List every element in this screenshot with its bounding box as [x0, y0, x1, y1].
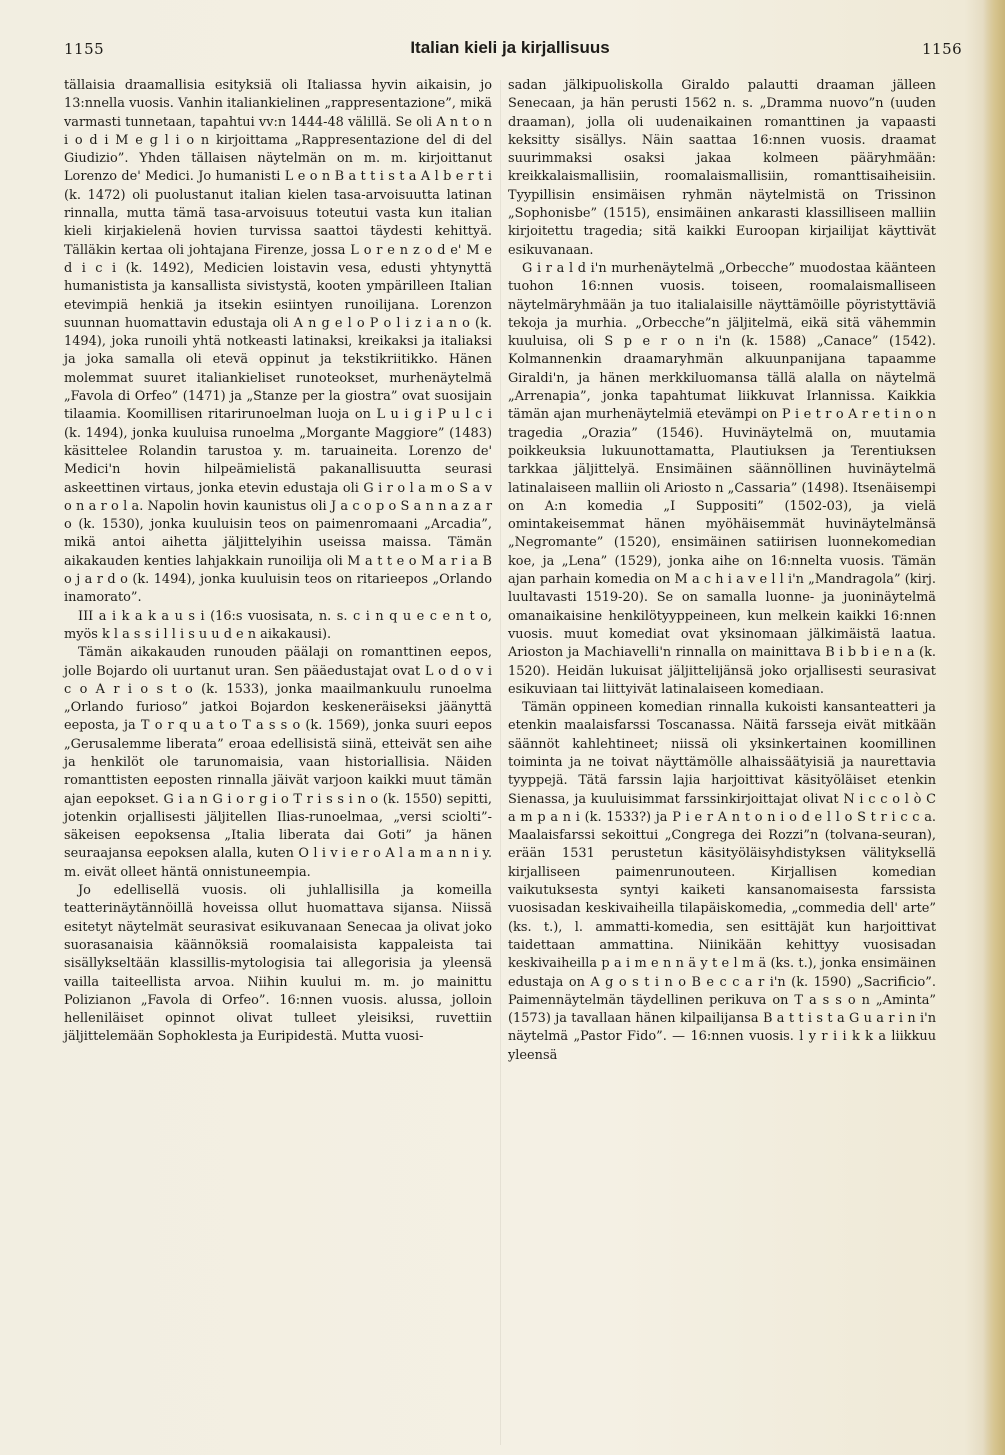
- right-paragraph-2: G i r a l d i'n murhenäytelmä „Orbecche” muodostaa käänteen tuohon 16:nnen vuosis. toiseen, roomalaismalliseen näytelmäryhmään ja tuo italialaisille näyttämöille pöyristyttäviä tekoja ja murhia. „Orbecche”n jäljitelmä, eikä sitä vähemmin kuuluisa, oli S p e r o n i'n (k. 1588) „Canace” (1542). Kolmannenkin draamaryhmän alkuunpanijana tapaamme Giraldi'n, ja hänen merkkiluomansa tällä alalla on näytelmä „Arrenapia”, jonka tapahtumat liikkuvat Irlannissa. Kaikkia tämän ajan murhenäytelmiä etevämpi on P i e t r o A r e t i n o n tragedia „Orazia” (1546). Huvinäytelmä on, muutamia poikkeuksia lukuunottamatta, Plautiuksen ja Terentiuksen tarkkaa jäljittelyä. Ensimäinen säännöllinen huvinäytelmä latinalaiseen malliin oli Ariosto n „Cassaria” (1498). Itsenäisempi on A:n komedia „I Suppositi” (1502-03), ja vielä omintakeisemmat hänen myöhäisemmät huvinäytelmänsä „Negromante” (1520), ensimäinen satiirisen luonnekomedian koe, ja „Lena” (1529), jonka aihe on 16:nnelta vuosis. Tämän ajan parhain komedia on M a c h i a v e l l i'n „Mandragola” (kirj. luultavasti 1519-20). Se on samalla luonne- ja juoninäytelmä omanaikaisine henkilötyyppeineen, kun melkein kaikki 16:nnen vuosis. muut komediat ovat yksinomaan jälkimäistä laatua. Arioston ja Machiavelli'n rinnalla on mainittava B i b b i e n a (k. 1520). Heidän lukuisat jäljittelijänsä joko orjallisesti seurasivat esikuviaan tai liittyivät latinalaiseen komediaan.: [508, 260, 936, 697]
- column-divider: [500, 80, 501, 1445]
- page-header: [0, 40, 1005, 70]
- left-paragraph-4: Jo edellisellä vuosis. oli juhlallisilla ja komeilla teatterinäytännöillä hoveissa ollut huomattava sijansa. Niissä esitetyt näytelmät seurasivat esikuvanaan Senecaa ja olivat joko suorasanaisia käännöksiä roomalaisista kappaleista tai sisällykseltään klassillis-mytologisia tai allegorisia ja yleensä vailla taiteellista arvoa. Niihin kuului m. m. jo mainittu Polizianon „Favola di Orfeo”. 16:nnen vuosis. alussa, jolloin helleniläiset opinnot olivat tulleet yleisiksi, ruvettiin jäljittelemään Sophoklesta ja Euripidestä. Mutta vuosi-: [64, 883, 492, 1045]
- page-number-left: 1155: [64, 40, 105, 58]
- page-number-right: 1156: [922, 40, 963, 58]
- left-paragraph-3: Tämän aikakauden runouden päälaji on romanttinen eepos, jolle Bojardo oli uurtanut uran. Sen pääedustajat ovat L o d o v i c o A r i o s t o (k. 1533), jonka maailmankuulu runoelma „Orlando furioso” jatkoi Bojardon keskeneräiseksi jäänyttä eeposta, ja T o r q u a t o T a s s o (k. 1569), jonka suuri eepos „Gerusalemme liberata” eroaa edellisistä siinä, etteivät sen aihe ja henkilöt ole tarunomaisia, vaan historiallisia. Näiden romanttisten eeposten rinnalla jäivät varjoon kaikki muut tämän ajan eepokset. G i a n G i o r g i o T r i s s i n o (k. 1550) sepitti, jotenkin orjallisesti jäljitellen Ilias-runoelmaa, „versi sciolti”-säkeisen eepoksensa „Italia liberata dai Goti” ja hänen seuraajansa eepoksen alalla, kuten O l i v i e r o A l a m a n n i y. m. eivät olleet häntä onnistuneempia.: [64, 645, 492, 880]
- right-column: [508, 77, 936, 1065]
- left-column: [64, 77, 492, 1047]
- right-paragraph-1: sadan jälkipuoliskolla Giraldo palautti draaman jälleen Senecaan, ja hän perusti 1562 n. s. „Dramma nuovo”n (uuden draaman), jolla oli uudenaikainen romanttinen ja vapaasti keksitty sisällys. Näin saattaa 16:nnen vuosis. draamat suurimmaksi osaksi jakaa kolmeen pääryhmään: kreikkalaismallisiin, roomalaismallisiin, romanttisaiheisiin. Tyypillisin ensimäisen ryhmän näytelmistä on Trissinon „Sophonisbe” (1515), ensimäinen ankarasti klassilliseen malliin kirjoitettu tragedia; sitä kaikki Euroopan kirjailijat käyttivät esikuvanaan.: [508, 78, 936, 258]
- running-title: Italian kieli ja kirjallisuus: [410, 38, 610, 57]
- page-binding-edge: [983, 0, 1005, 1455]
- right-paragraph-3: Tämän oppineen komedian rinnalla kukoisti kansanteatteri ja etenkin maalaisfarssi Toscanassa. Näitä farsseja eivät mitkään säännöt kahlehtineet; niissä oli yksinkertainen koomillinen toiminta ja ne toivat näyttämölle alhaissäätyisiä ja naurettavia tyyppejä. Tätä farssin lajia harjoittivat käsityöläiset etenkin Sienassa, ja kuuluisimmat farssinkirjoittajat olivat N i c c o l ò C a m p a n i (k. 1533?) ja P i e r A n t o n i o d e l l o S t r i c c a. Maalaisfarssi sekoittui „Congrega dei Rozzi”n (tolvana-seuran), erään 1531 perustetun käsityöläisyhdistyksen välityksellä kirjalliseen paimenrunouteen. Kirjallisen komedian vaikutuksesta syntyi kaiketi kansanomaisesta farssista vuosisadan keskivaiheilla tilapäiskomedia, „commedia dell' arte” (ks. t.), l. ammatti-komedia, sen esittäjät kun harjoittivat taidettaan ammattina. Niinikään kehittyy vuosisadan keskivaiheilla p a i m e n n ä y t e l m ä (ks. t.), jonka ensimäinen edustaja on A g o s t i n o B e c c a r i'n (k. 1590) „Sacrificio”. Paimennäytelmän täydellinen perikuva on T a s s o n „Aminta” (1573) ja tavallaan hänen kilpailijansa B a t t i s t a G u a r i n i'n näytelmä „Pastor Fido”. — 16:nnen vuosis. l y r i i k k a liikkuu yleensä: [508, 700, 936, 1063]
- left-paragraph-1: tällaisia draamallisia esityksiä oli Italiassa hyvin aikaisin, jo 13:nnella vuosis. Vanhin italiankielinen „rappresentazione”, mikä varmasti tunnetaan, tapahtui vv:n 1444-48 välillä. Se oli A n t o n i o d i M e g l i o n kirjoittama „Rappresentazione del di del Giudizio”. Yhden tällaisen näytelmän on m. m. kirjoittanut Lorenzo de' Medici. Jo humanisti L e o n B a t t i s t a A l b e r t i (k. 1472) oli puolustanut italian kielen tasa-arvoisuutta latinan rinnalla, mutta tämä tasa-arvoisuus toteutui vasta kun italian kieli kirjakielenä hovien turvissa saattoi täydesti kehittyä. Tälläkin kertaa oli johtajana Firenze, jossa L o r e n z o d e' M e d i c i (k. 1492), Medicien loistavin vesa, edusti yhtynyttä humanistista ja kansallista sivistystä, kooten ympärilleen Italian etevimpiä henkiä ja itsekin esiintyen runoilijana. Lorenzon suunnan huomattavin edustaja oli A n g e l o P o l i z i a n o (k. 1494), joka runoili yhtä notkeasti latinaksi, kreikaksi ja italiaksi ja joka samalla oli etevä oppinut ja tekstikriitikko. Hänen molemmat suuret italiankieliset runoteokset, murhenäytelmä „Favola di Orfeo” (1471) ja „Stanze per la giostra” ovat suosijain tilaamia. Koomillisen ritarirunoelman luoja on L u i g i P u l c i (k. 1494), jonka kuuluisa runoelma „Morgante Maggiore” (1483) käsittelee Rolandin tarustoa y. m. taruaineita. Lorenzo de' Medici'n hovin hilpeämielistä pakanallisuutta seurasi askeettinen virtaus, jonka etevin edustaja oli G i r o l a m o S a v o n a r o l a. Napolin hovin kaunistus oli J a c o p o S a n n a z a r o (k. 1530), jonka kuuluisin teos on paimenromaani „Arcadia”, mikä antoi aihetta jäljittelyihin useissa maissa. Tämän aikakauden kenties lahjakkain runoilija oli M a t t e o M a r i a B o j a r d o (k. 1494), jonka kuuluisin teos on ritarieepos „Orlando inamorato”.: [64, 78, 492, 606]
- left-paragraph-2: III a i k a k a u s i (16:s vuosisata, n. s. c i n q u e c e n t o, myös k l a s s i l l i s u u d e n aikakausi).: [64, 608, 492, 642]
